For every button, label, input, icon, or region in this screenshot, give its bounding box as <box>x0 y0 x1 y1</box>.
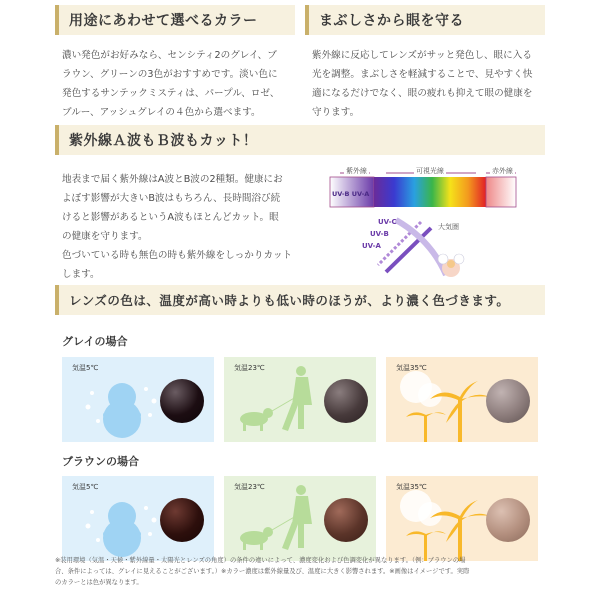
uvc-label: UV-C <box>378 218 397 226</box>
paragraph-line: します。 <box>62 269 100 280</box>
glare-paragraph <box>312 46 547 122</box>
footnote <box>55 555 545 588</box>
heading-lens-color-text: レンズの色は、温度が高い時よりも低い時のほうが、より濃く色づきます。 <box>69 293 510 308</box>
heading-glare-text: まぶしさから眼を守る <box>319 13 464 29</box>
panel-brown-5c <box>62 476 214 561</box>
panel-brown-23c <box>224 476 376 561</box>
lens-brown-23c <box>324 498 368 542</box>
brown-case-label: ブラウンの場合 <box>62 455 139 468</box>
uv-paragraph <box>62 170 324 284</box>
atmosphere-label: 大気圏 <box>438 223 459 231</box>
uv-label: 紫外線 <box>346 167 367 175</box>
uv-spectrum-diagram <box>326 160 556 285</box>
temperature-label: 気温35℃ <box>396 364 427 372</box>
temperature-label: 気温35℃ <box>396 483 427 491</box>
temperature-label: 気温5℃ <box>72 483 99 491</box>
heading-colors <box>55 5 295 35</box>
lens-brown-5c <box>160 498 204 542</box>
paragraph-line: 適になるだけでなく、眼の疲れも抑えて眼の健康を <box>312 88 533 99</box>
panel-gray-23c <box>224 357 376 442</box>
heading-glare <box>305 5 545 35</box>
gray-case-label: グレイの場合 <box>62 335 128 348</box>
paragraph-line: けると影響があるというA波もほとんどカット。眼 <box>62 212 279 223</box>
heading-lens-color <box>55 285 545 315</box>
heading-colors-text: 用途にあわせて選べるカラー <box>69 13 258 29</box>
visible-label: 可視光線 <box>416 167 444 175</box>
panel-brown-35c <box>386 476 538 561</box>
paragraph-line: 守ります。 <box>312 107 360 118</box>
uva-label: UV-A <box>362 242 381 250</box>
paragraph-line: の健康を守ります。 <box>62 231 148 242</box>
paragraph-line: よぼす影響が大きいB波はもちろん、長時間浴び続 <box>62 193 281 204</box>
paragraph-line: 色づいている時も無色の時も紫外線をしっかりカット <box>62 250 293 261</box>
lens-gray-23c <box>324 379 368 423</box>
heading-uv <box>55 125 545 155</box>
paragraph-line: 地表まで届く紫外線はA波とB波の2種類。健康にお <box>62 174 283 185</box>
panel-gray-5c <box>62 357 214 442</box>
colors-paragraph <box>62 46 294 122</box>
panel-gray-35c <box>386 357 538 442</box>
temperature-label: 気温23℃ <box>234 483 265 491</box>
paragraph-line: ブルー、アッシュグレイの４色から選べます。 <box>62 107 261 118</box>
lens-gray-35c <box>486 379 530 423</box>
paragraph-line: 紫外線に反応してレンズがサッと発色し、眼に入る <box>312 50 532 61</box>
uvb-uva-label: UV-B UV-A <box>332 190 370 198</box>
footnote-line: 合、条件によっては、グレイに見えることがございます。）※カラー濃度は紫外線量及び、温度に大きく影響されます。※画像はイメージです。実際 <box>55 568 470 575</box>
paragraph-line: 発色するサンテックミスティは、パープル、ロゼ、 <box>62 88 280 99</box>
lens-brown-35c <box>486 498 530 542</box>
temperature-label: 気温5℃ <box>72 364 99 372</box>
footnote-line: のカラーとは色が異なります。 <box>55 579 143 586</box>
lens-gray-5c <box>160 379 204 423</box>
paragraph-line: 光を調整。まぶしさを軽減することで、見やすく快 <box>312 69 533 80</box>
uvb-label: UV-B <box>370 230 389 238</box>
footnote-line: ※装用環境（気温・天候・紫外線量・太陽光とレンズの角度）の条件の違いによって、濃度変化および色調変化が異なります。（例：ブラウンの場 <box>55 557 466 564</box>
paragraph-line: 濃い発色がお好みなら、センシティ2のグレイ、ブ <box>62 50 277 61</box>
heading-uv-text: 紫外線Ａ波もＢ波もカット！ <box>69 133 258 149</box>
ir-label: 赤外線 <box>492 167 513 175</box>
paragraph-line: ラウン、グリーンの3色がおすすめです。淡い色に <box>62 69 278 80</box>
temperature-label: 気温23℃ <box>234 364 265 372</box>
